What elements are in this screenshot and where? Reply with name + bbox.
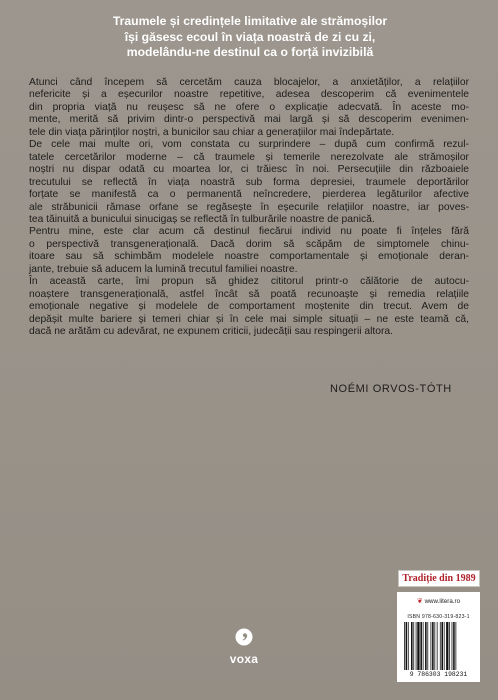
text-line: itoare sau să schimbăm modelele noastre comportamentale și emoționale deran-	[29, 251, 469, 263]
text-line: ale străbunicii rămase orfane se regăsește în eșecurile relațiilor noastre, iar poves-	[29, 201, 469, 213]
author-name: NOÉMI ORVOS-TÓTH	[330, 383, 452, 395]
text-line: De cele mai multe ori, vom constata cu surprindere – după cum confirmă rezul-	[29, 139, 469, 151]
text-line: Atunci când începem să cercetăm cauza blocajelor, a anxietăților, a relațiilor	[29, 77, 469, 88]
text-line: dacă ne arătăm cu adevărat, ne expunem criticii, judecății sau respingerii altora.	[29, 326, 394, 338]
text-line: din propria viață nu reușesc să ne ofere o explicație adecvată. În aceste mo-	[29, 101, 469, 113]
text-line: nefericite și a eșecurilor noastre repetitive, adesea descoperim că evenimentele	[29, 89, 469, 101]
text-line: tea tăinuită a bunicului sinucigaș se reflectă în tulburările noastre de panică.	[29, 213, 375, 225]
paragraph-1	[29, 77, 469, 139]
headline-line: își găsesc ecoul în viața noastră de zi cu zi,	[124, 29, 376, 44]
tradition-tag: Tradiție din 1989	[398, 570, 480, 587]
barcode-number: 9 786303 198231	[409, 671, 468, 678]
text-line: noștri nu dispar odată cu moartea lor, ci trăiesc în noi. Persecuțiile din războaiele	[29, 164, 469, 176]
leaf-icon: ❦	[416, 598, 423, 605]
text-line: noaștere transgenerațională, astfel încât să poată recunoaște și remedia relațiile	[29, 288, 469, 300]
text-line: tele din viața părinților noștri, a bunicilor sau chiar a generațiilor mai îndepărtate.	[29, 126, 395, 138]
barcode	[404, 622, 474, 670]
comma-logo-icon	[235, 628, 253, 646]
paragraph-4	[29, 276, 469, 338]
headline-line: modelându-ne destinul ca o forță invizibilă	[126, 45, 374, 59]
publisher-logo: voxa	[229, 652, 259, 666]
text-line: trecutului se reflectă în viața noastră sub forma depresiei, traumele deportărilor	[29, 176, 469, 188]
text-line: În această carte, îmi propun să ghidez cititorul printr-o călătorie de autocu-	[29, 276, 469, 288]
text-line: Pentru mine, este clar acum că destinul fiecărui individ nu poate fi înțeles fără	[29, 226, 469, 238]
text-line: emoționale negative și modelele de comportament moștenite din trecut. Avem de	[29, 301, 469, 313]
website-text: www.litera.ro	[424, 598, 461, 605]
text-line: o perspectivă transgenerațională. Dacă dorim să scăpăm de simptomele chinu-	[29, 238, 469, 250]
website	[397, 597, 480, 605]
text-line: jante, trebuie să aducem la lumină trecutul familiei noastre.	[29, 263, 298, 275]
paragraph-2	[29, 139, 469, 226]
blurb-text	[29, 77, 469, 339]
text-line: tatele cercetărilor moderne – că traumele și temerile nerezolvate ale strămoșilor	[29, 151, 469, 163]
barcode-panel	[397, 592, 480, 682]
headline	[60, 14, 440, 61]
headline-line: Traumele și credințele limitative ale strămoșilor	[112, 14, 388, 28]
paragraph-3	[29, 226, 469, 276]
isbn-label: ISBN 978-630-319-823-1	[407, 614, 470, 620]
text-line: depășit multe bariere și temeri chiar și în cele mai simple situații – ne este teamă că,	[29, 313, 469, 325]
text-line: mente, merită să privim dintr-o perspectivă mai largă și să descoperim evenimen-	[29, 114, 469, 126]
text-line: forțate se manifestă ca o permanentă neîncredere, pierderea legăturilor afective	[29, 189, 469, 201]
